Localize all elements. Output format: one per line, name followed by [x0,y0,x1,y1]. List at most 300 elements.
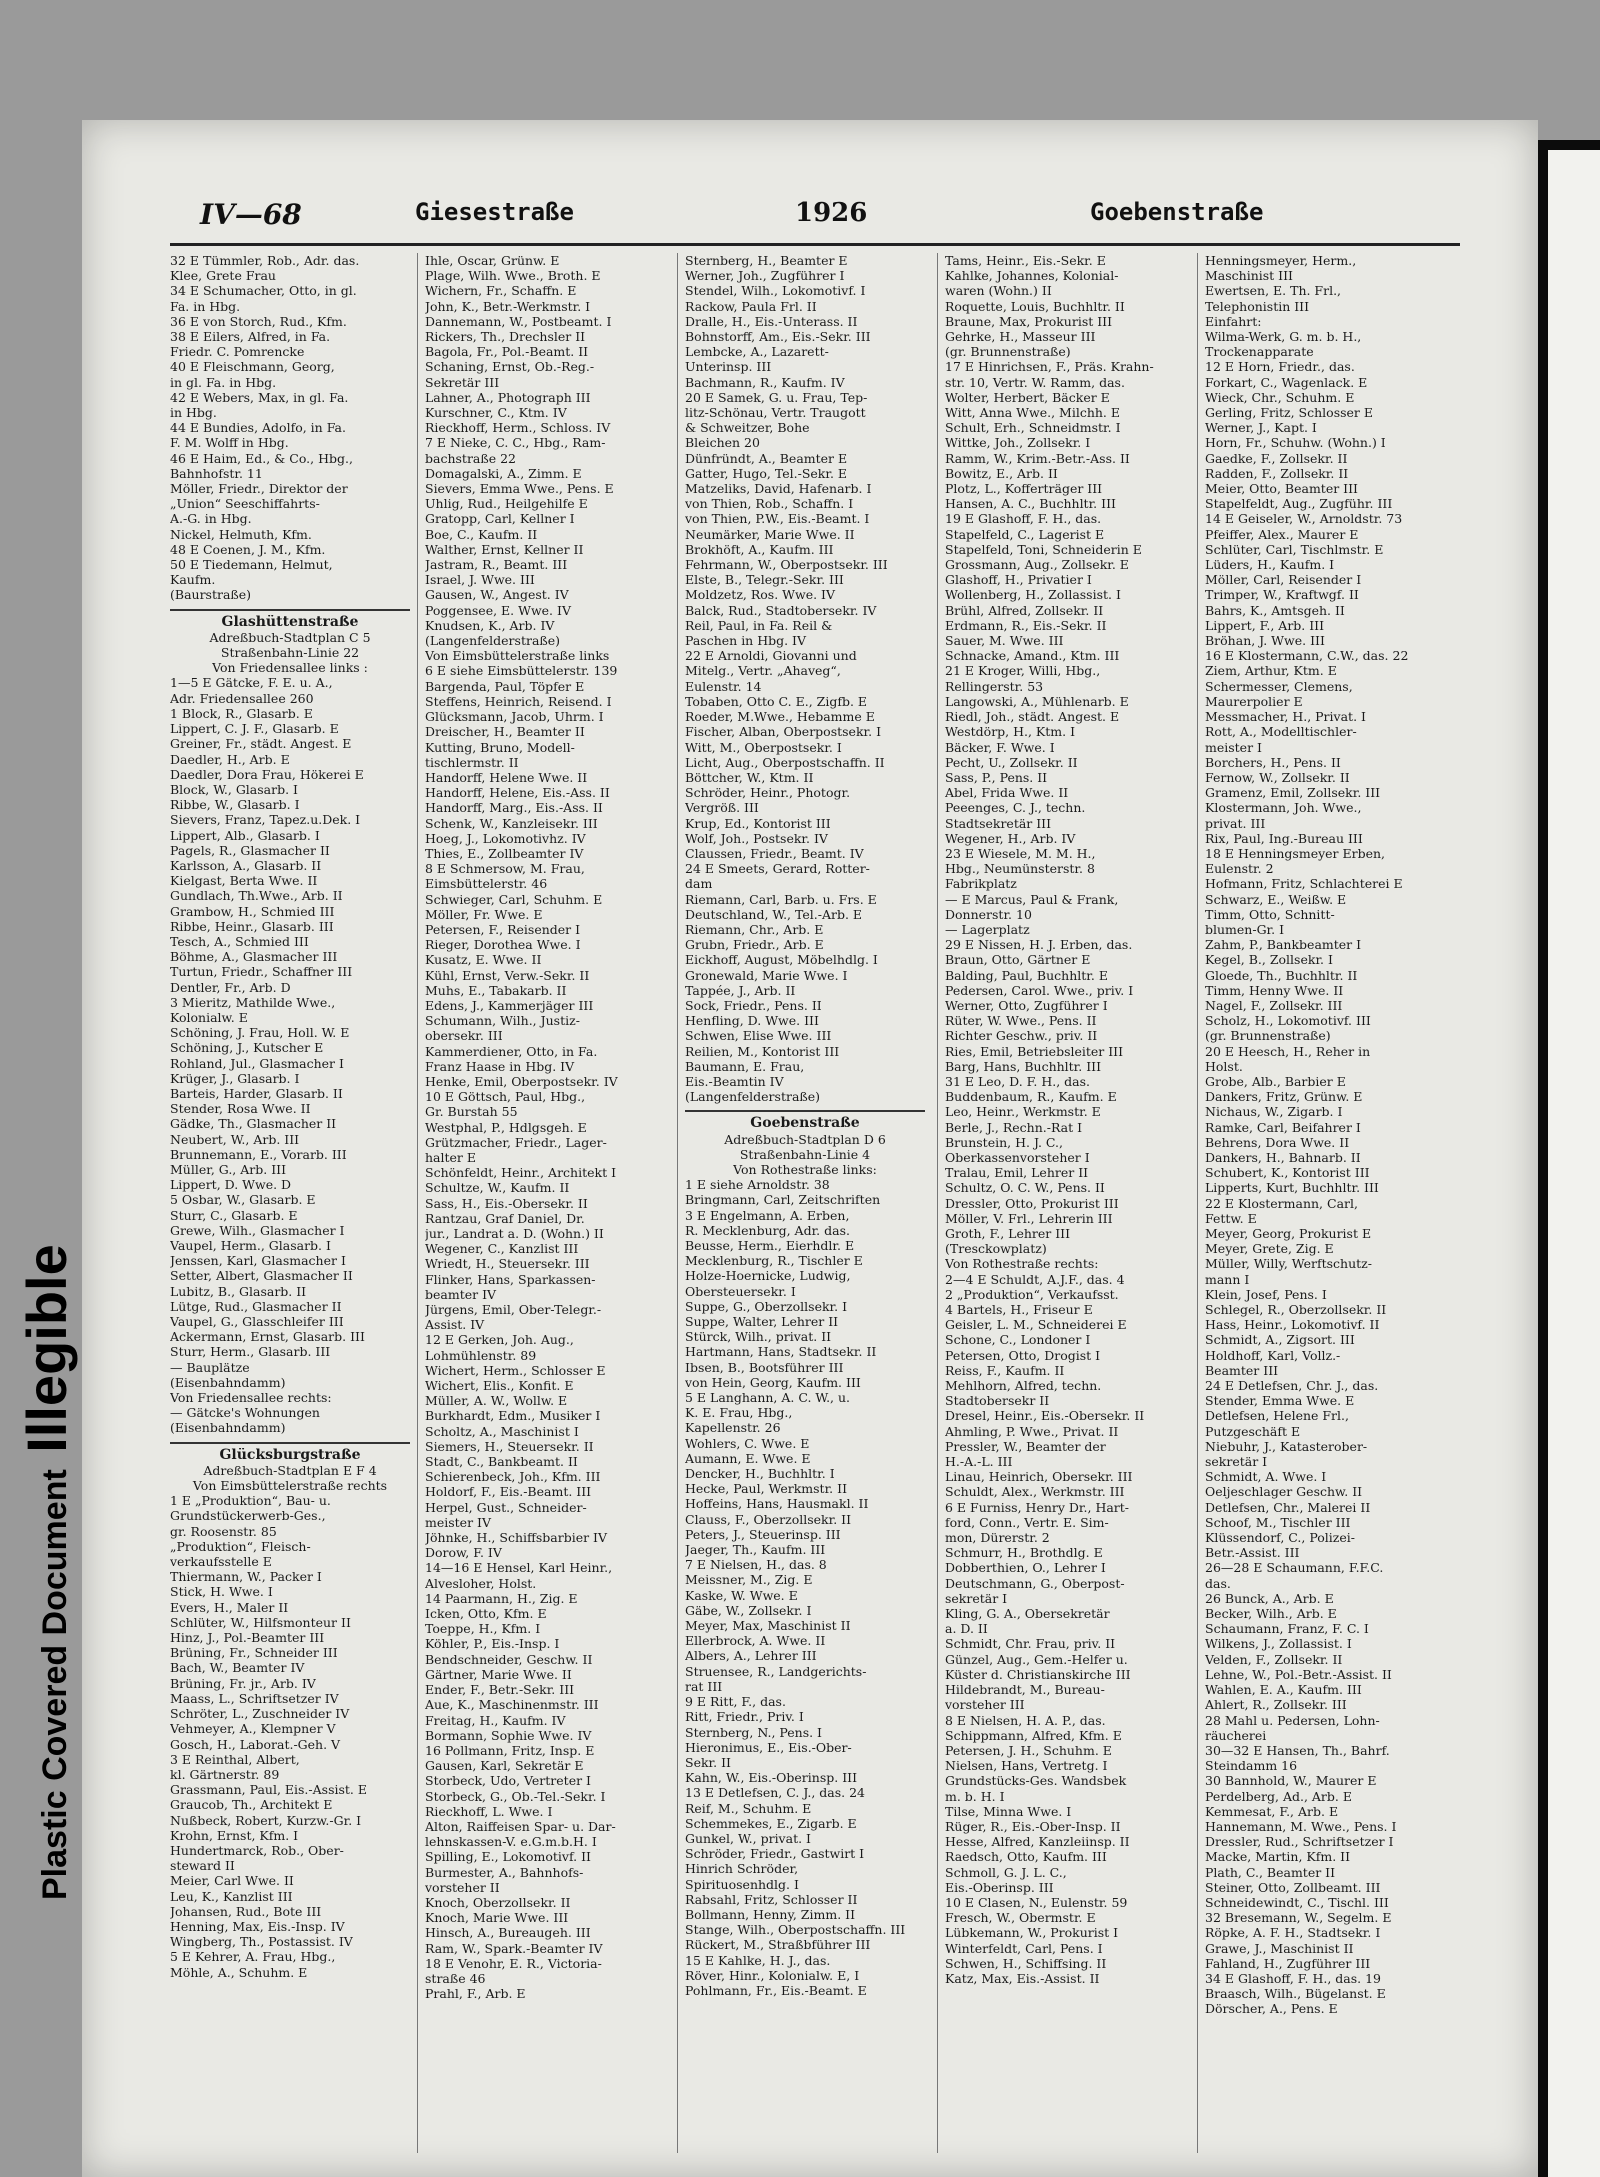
directory-entry: H.-A.-L. III [945,1454,1013,1470]
directory-entry: Detlefsen, Chr., Malerei II [1205,1499,1371,1515]
directory-entry: Storbeck, Udo, Vertreter I [425,1773,591,1789]
year-heading: 1926 [795,198,868,228]
directory-entry: 10 E Göttsch, Paul, Hbg., [425,1089,586,1105]
directory-entry: (Tresckowplatz) [945,1241,1047,1257]
directory-entry: (Langenfelderstraße) [425,633,561,649]
directory-entry: Ibsen, B., Bootsführer III [685,1359,844,1375]
directory-entry: Pecht, U., Zollsekr. II [945,754,1078,770]
directory-entry: Roquette, Louis, Buchhltr. II [945,298,1125,314]
directory-entry: Wichert, Herm., Schlosser E [425,1362,606,1378]
directory-entry: Bahrs, K., Amtsgeh. II [1205,602,1345,618]
directory-entry: Dreischer, H., Beamter II [425,724,585,740]
directory-entry: Grundstücks-Ges. Wandsbek [945,1773,1127,1789]
directory-entry: Lipperts, Kurt, Buchhltr. III [1205,1180,1379,1196]
directory-entry: Von Eimsbüttelerstraße links [425,648,610,664]
directory-entry: Paschen in Hbg. IV [685,633,807,649]
directory-entry: Krohn, Ernst, Kfm. I [170,1827,299,1843]
directory-entry: Eimsbüttelerstr. 46 [425,876,548,892]
directory-entry: Prahl, F., Arb. E [425,1986,526,2002]
directory-entry: meister I [1205,739,1262,755]
directory-entry: Ahlert, R., Zollsekr. III [1205,1697,1347,1713]
directory-entry: Schaumann, Franz, F. C. I [1205,1621,1369,1637]
directory-entry: Tralau, Emil, Lehrer II [945,1165,1089,1181]
directory-entry: Sekretär III [425,374,500,390]
directory-entry: Greiner, Fr., städt. Angest. E [170,736,352,752]
directory-entry: K. E. Frau, Hbg., [685,1405,793,1421]
directory-entry: Bachmann, R., Kaufm. IV [685,374,845,390]
directory-entry: Schultze, W., Kaufm. II [425,1180,570,1196]
directory-entry: Lippert, F., Arb. III [1205,617,1325,633]
directory-entry: Wohlers, C. Wwe. E [685,1435,810,1451]
directory-entry: lehnskassen-V. e.G.m.b.H. I [425,1834,597,1850]
directory-entry: Lippert, D. Wwe. D [170,1177,292,1193]
directory-entry: 8 E Nielsen, H. A. P., das. [945,1712,1106,1728]
directory-entry: Eis.-Beamtin IV [685,1073,784,1089]
directory-entry: Becker, Wilh., Arb. E [1205,1606,1337,1622]
directory-entry: Pagels, R., Glasmacher II [170,842,330,858]
directory-entry: Langowski, A., Mühlenarb. E [945,693,1129,709]
directory-entry: Plath, C., Beamter II [1205,1864,1336,1880]
directory-entry: Sass, H., Eis.-Obersekr. II [425,1195,588,1211]
directory-entry: Rüger, R., Eis.-Ober-Insp. II [945,1818,1121,1834]
directory-entry: 24 E Smeets, Gerard, Rotter- [685,861,870,877]
directory-entry: Edens, J., Kammerjäger III [425,997,594,1013]
directory-entry: Dorow, F. IV [425,1545,502,1561]
directory-entry: Domagalski, A., Zimm. E [425,465,582,481]
directory-entry: von Thien, Rob., Schaffn. I [685,496,854,512]
directory-entry: litz-Schönau, Vertr. Traugott [685,405,866,421]
directory-entry: Betr.-Assist. III [1205,1545,1300,1561]
directory-entry: Böhme, A., Glasmacher III [170,949,338,965]
directory-entry: Turtun, Friedr., Schaffner III [170,964,353,980]
directory-entry: Vehmeyer, A., Klempner V [170,1721,336,1737]
directory-entry: Wolter, Herbert, Bäcker E [945,389,1110,405]
directory-entry: 26—28 E Schaumann, F.F.C. [1205,1560,1384,1576]
directory-entry: Suppe, G., Oberzollsekr. I [685,1298,848,1314]
directory-entry: sekretär I [945,1590,1008,1606]
directory-entry: Hieronimus, E., Eis.-Ober- [685,1739,852,1755]
directory-entry: Hansen, A. C., Buchhltr. III [945,496,1116,512]
directory-entry: Reif, M., Schuhm. E [685,1800,812,1816]
directory-entry: Rieckhoff, L. Wwe. I [425,1803,553,1819]
directory-entry: m. b. H. I [945,1788,1005,1804]
directory-entry: Alvesloher, Holst. [425,1575,537,1591]
directory-entry: Schenk, W., Kanzleisekr. III [425,815,598,831]
directory-entry: Trimper, W., Kraftwgf. II [1205,587,1359,603]
directory-entry: Stange, Wilh., Oberpostschaffn. III [685,1922,906,1938]
page-header [200,198,1460,238]
directory-entry: Möller, Fr. Wwe. E [425,906,543,922]
directory-entry: Bollmann, Henny, Zimm. II [685,1906,856,1922]
directory-entry: Meyer, Grete, Zig. E [1205,1241,1334,1257]
directory-entry: Meyer, Georg, Prokurist E [1205,1226,1372,1241]
directory-entry: Brühl, Alfred, Zollsekr. II [945,602,1104,618]
directory-entry: Meissner, M., Zig. E [685,1572,813,1588]
directory-entry: verkaufsstelle E [170,1554,272,1570]
directory-entry: Wolf, Joh., Postsekr. IV [685,830,828,846]
directory-entry: Bohnstorff, Am., Eis.-Sekr. III [685,329,871,345]
directory-entry: Dressler, Rud., Schriftsetzer I [1205,1834,1394,1850]
directory-entry: Barteis, Harder, Glasarb. II [170,1085,343,1101]
directory-entry: Kurschner, C., Ktm. IV [425,405,567,421]
directory-entry: Henning, Max, Eis.-Insp. IV [170,1918,345,1934]
directory-entry: Hildebrandt, M., Bureau- [945,1682,1105,1698]
directory-entry: Kaske, W. Wwe. E [685,1587,798,1603]
directory-entry: 5 E Kehrer, A. Frau, Hbg., [170,1949,336,1965]
directory-entry: Storbeck, G., Ob.-Tel.-Sekr. I [425,1788,606,1804]
column-divider [417,253,418,2153]
directory-entry: Zahm, P., Bankbeamter I [1205,937,1362,953]
directory-entry: Schoof, M., Tischler III [1205,1514,1351,1530]
directory-entry: Mecklenburg, R., Tischler E [685,1253,863,1269]
directory-entry: Meier, Otto, Beamter III [1205,481,1358,497]
directory-entry: Kapellenstr. 26 [685,1420,781,1436]
directory-entry: Klee, Grete Frau [170,268,276,284]
directory-entry: Israel, J. Wwe. III [425,572,535,588]
directory-entry: Baumann, E. Frau, [685,1058,805,1074]
directory-entry: Peters, J., Steuerinsp. III [685,1526,841,1542]
directory-entry: Buddenbaum, R., Kaufm. E [945,1089,1117,1105]
directory-entry: Eis.-Oberinsp. III [945,1879,1054,1895]
directory-entry: Kling, G. A., Obersekretär [945,1606,1110,1622]
directory-entry: Glashoff, H., Privatier I [945,572,1092,588]
directory-entry: Aumann, E. Wwe. E [685,1450,811,1466]
directory-entry: R. Mecklenburg, Adr. das. [685,1222,850,1238]
directory-entry: 6 E Furniss, Henry Dr., Hart- [945,1499,1130,1515]
directory-entry: Beamter III [1205,1362,1279,1378]
directory-entry: Tams, Heinr., Eis.-Sekr. E [945,253,1106,268]
directory-entry: Gr. Burstah 55 [425,1104,518,1120]
directory-entry: Nichaus, W., Zigarb. I [1205,1104,1343,1120]
directory-entry: Albers, A., Lehrer III [685,1648,817,1664]
directory-entry: Brüning, Fr., Schneider III [170,1645,338,1661]
directory-entry: 18 E Venohr, E. R., Victoria- [425,1955,602,1971]
directory-entry: Böttcher, W., Ktm. II [685,769,814,785]
directory-entry: 3 Mieritz, Mathilde Wwe., [170,994,336,1010]
directory-entry: Thiermann, W., Packer I [170,1569,322,1585]
directory-entry: Telephonistin III [1205,298,1310,314]
directory-entry: Günzel, Aug., Gem.-Helfer u. [945,1651,1128,1667]
directory-entry: Schwen, H., Schiffsing. II [945,1955,1107,1971]
directory-entry: Hartmann, Hans, Stadtsekr. II [685,1344,877,1360]
directory-entry: Jastram, R., Beamt. III [425,557,568,573]
directory-entry: Hecke, Paul, Werkmstr. II [685,1481,848,1497]
directory-entry: 12 E Horn, Friedr., das. [1205,359,1355,375]
directory-entry: Rabsahl, Fritz, Schlosser II [685,1891,858,1907]
directory-entry: Sievers, Emma Wwe., Pens. E [425,481,614,497]
directory-entry: Bleichen 20 [685,435,760,451]
directory-entry: John, K., Betr.-Werkmstr. I [425,298,591,314]
directory-entry: Richter Geschw., priv. II [945,1028,1098,1044]
directory-entry: Henningsmeyer, Herm., [1205,253,1357,268]
directory-entry: 8 E Schmersow, M. Frau, [425,861,585,877]
directory-entry: Plotz, L., Kofferträger III [945,481,1103,497]
directory-entry: Schmidt, A. Wwe. I [1205,1469,1327,1485]
directory-entry: Bendschneider, Geschw. II [425,1651,593,1667]
directory-entry: Steindamm 16 [1205,1758,1298,1774]
directory-entry: Bargenda, Paul, Töpfer E [425,678,585,694]
directory-entry: Ewertsen, E. Th. Frl., [1205,283,1342,299]
directory-entry: Struensee, R., Landgerichts- [685,1663,867,1679]
directory-entry: Rantzau, Graf Daniel, Dr. [425,1210,585,1226]
directory-entry: Riedl, Joh., städt. Angest. E [945,709,1120,725]
directory-entry: Sternberg, H., Beamter E [685,253,848,268]
directory-entry: Ries, Emil, Betriebsleiter III [945,1043,1124,1059]
directory-entry: Wollenberg, H., Zollassist. I [945,587,1121,603]
directory-entry: Walther, Ernst, Kellner II [425,541,584,557]
directory-entry: 30—32 E Hansen, Th., Bahrf. [1205,1742,1390,1758]
directory-entry: Tappée, J., Arb. II [685,982,796,998]
directory-entry: 4 Bartels, H., Friseur E [945,1302,1093,1318]
directory-entry: Küster d. Christianskirche III [945,1666,1131,1682]
directory-entry: 14—16 E Hensel, Karl Heinr., [425,1560,613,1576]
directory-entry: Grewe, Wilh., Glasmacher I [170,1222,345,1238]
directory-entry: Krup, Ed., Kontorist III [685,815,831,831]
directory-entry: Abel, Frida Wwe. II [945,785,1069,801]
directory-entry: 20 E Samek, G. u. Frau, Tep- [685,389,868,405]
next-page-paper [1548,150,1600,2177]
directory-column-1 [170,253,410,1980]
directory-entry: Jöhnke, H., Schiffsbarbier IV [425,1530,608,1546]
directory-entry: Petersen, F., Reisender I [425,921,581,937]
directory-entry: straße 46 [425,1970,486,1986]
directory-entry: Handorff, Helene, Eis.-Ass. II [425,785,610,801]
directory-entry: (Langenfelderstraße) [685,1089,821,1105]
directory-entry: Fernow, W., Zollsekr. II [1205,769,1350,785]
directory-entry: Ribbe, Heinr., Glasarb. III [170,918,334,934]
directory-entry: Werner, J., Kapt. I [1205,420,1317,436]
archive-label-line2: Illegible [15,1244,78,1453]
directory-entry: von Hein, Georg, Kaufm. III [685,1374,861,1390]
directory-entry: Schröder, Heinr., Photogr. [685,785,851,801]
directory-entry: Schöning, J., Kutscher E [170,1040,324,1056]
directory-entry: Knoch, Marie Wwe. III [425,1910,569,1926]
directory-entry: Schone, C., Londoner I [945,1332,1091,1348]
directory-entry: Perdelberg, Ad., Arb. E [1205,1788,1352,1804]
directory-entry: Setter, Albert, Glasmacher II [170,1268,353,1284]
directory-entry: 29 E Nissen, H. J. Erben, das. [945,937,1133,953]
directory-entry: Gramenz, Emil, Zollsekr. III [1205,785,1381,801]
directory-entry: Spilling, E., Lokomotivf. II [425,1849,591,1865]
directory-entry: Brunstein, H. J. C., [945,1134,1063,1150]
directory-entry: Von Rothestraße rechts: [945,1256,1099,1272]
directory-entry: Werner, Otto, Zugführer I [945,997,1108,1013]
directory-entry: Johansen, Rud., Bote III [170,1903,322,1919]
directory-entry: Schemmekes, E., Zigarb. E [685,1815,857,1831]
directory-entry: Kammerdiener, Otto, in Fa. [425,1043,598,1059]
directory-entry: (gr. Brunnenstraße) [945,344,1071,360]
directory-entry: Kühl, Ernst, Verw.-Sekr. II [425,967,590,983]
directory-entry: 22 E Klostermann, Carl, [1205,1195,1358,1211]
street-subheading: Von Rothestraße links: [733,1161,877,1177]
directory-entry: Hinrich Schröder, [685,1861,799,1877]
directory-entry: Stapelfeldt, Aug., Zugführ. III [1205,496,1393,512]
directory-entry: Schröter, L., Zuschneider IV [170,1706,350,1722]
directory-entry: Meyer, Max, Maschinist II [685,1618,851,1634]
directory-entry: Ram, W., Spark.-Beamter IV [425,1940,603,1956]
directory-entry: 5 Osbar, W., Glasarb. E [170,1192,316,1208]
directory-entry: Rüter, W. Wwe., Pens. II [945,1013,1097,1029]
directory-entry: Maurerpolier E [1205,693,1303,709]
directory-entry: Rieckhoff, Herm., Schloss. IV [425,420,611,436]
archive-label [14,1244,79,1900]
directory-entry: 7 E Nielsen, H., das. 8 [685,1557,827,1573]
directory-entry: 7 E Nieke, C. C., Hbg., Ram- [425,435,606,451]
directory-entry: Geisler, L. M., Schneiderei E [945,1317,1127,1333]
directory-entry: Adr. Friedensallee 260 [170,690,314,706]
directory-entry: Gaedke, F., Zollsekr. II [1205,450,1348,466]
directory-entry: Schlüter, W., Hilfsmonteur II [170,1614,351,1630]
directory-entry: 18 E Henningsmeyer Erben, [1205,845,1386,861]
directory-entry: Tobaben, Otto C. E., Zigfb. E [685,693,868,709]
directory-entry: Holze-Hoernicke, Ludwig, [685,1268,851,1284]
directory-entry: A.-G. in Hbg. [170,511,252,527]
directory-entry: 48 E Coenen, J. M., Kfm. [170,541,326,557]
directory-entry: Klostermann, Joh. Wwe., [1205,800,1362,816]
directory-entry: Ihle, Oscar, Grünw. E [425,253,560,268]
directory-entry: Sauer, M. Wwe. III [945,633,1064,649]
directory-entry: Gunkel, W., privat. I [685,1830,811,1846]
directory-entry: ford, Conn., Vertr. E. Sim- [945,1514,1109,1530]
directory-entry: Leo, Heinr., Werkmstr. E [945,1104,1101,1120]
directory-entry: Gloede, Th., Buchhltr. II [1205,967,1358,983]
directory-entry: Grambow, H., Schmied III [170,903,335,919]
directory-entry: Lübkemann, W., Prokurist I [945,1925,1119,1941]
directory-entry: Dankers, Fritz, Grünw. E [1205,1089,1363,1105]
directory-entry: Poggensee, E. Wwe. IV [425,602,571,618]
directory-entry: Stender, Rosa Wwe. II [170,1101,311,1117]
directory-entry: 36 E von Storch, Rud., Kfm. [170,313,347,329]
directory-entry: Jenssen, Karl, Glasmacher I [170,1253,346,1269]
directory-entry: Lütge, Rud., Glasmacher II [170,1298,342,1314]
directory-entry: Bahnhofstr. 11 [170,465,263,481]
directory-entry: Scholz, H., Lokomotivf. III [1205,1013,1371,1029]
directory-entry: Schnacke, Amand., Ktm. III [945,648,1120,664]
directory-entry: Wahlen, E. A., Kaufm. III [1205,1682,1362,1698]
directory-entry: von Thien, P.W., Eis.-Beamt. I [685,511,870,527]
directory-entry: Deutschland, W., Tel.-Arb. E [685,906,863,922]
directory-entry: Herpel, Gust., Schneider- [425,1499,587,1515]
directory-entry: vorsteher II [425,1879,500,1895]
directory-entry: 15 E Kahlke, H. J., das. [685,1952,831,1968]
directory-entry: Pohlmann, Fr., Eis.-Beamt. E [685,1982,867,1998]
directory-entry: Müller, G., Arb. III [170,1161,287,1177]
directory-entry: Sass, P., Pens. II [945,769,1048,785]
directory-entry: Donnerstr. 10 [945,906,1032,922]
directory-entry: obersekr. III [425,1028,503,1044]
directory-entry: Alton, Raiffeisen Spar- u. Dar- [425,1818,616,1834]
directory-entry: sekretär I [1205,1454,1268,1470]
directory-entry: Schwieger, Carl, Schuhm. E [425,891,603,907]
directory-entry: Lahner, A., Photograph III [425,389,591,405]
directory-entry: Lippert, Alb., Glasarb. I [170,827,320,843]
directory-entry: Schwarz, E., Weißw. E [1205,891,1347,907]
directory-entry: Möller, Carl, Reisender I [1205,572,1362,588]
directory-entry: 46 E Haim, Ed., & Co., Hbg., [170,450,353,466]
directory-entry: Holst. [1205,1058,1243,1074]
directory-entry: Peeenges, C. J., techn. [945,800,1086,816]
directory-entry: (Baurstraße) [170,587,252,603]
directory-entry: Witt, Anna Wwe., Milchh. E [945,405,1121,421]
directory-entry: Fabrikplatz [945,876,1017,892]
directory-entry: Holdhoff, Karl, Vollz.- [1205,1347,1341,1363]
directory-entry: F. M. Wolff in Hbg. [170,435,289,451]
directory-entry: Knoch, Oberzollsekr. II [425,1894,571,1910]
directory-entry: Claussen, Friedr., Beamt. IV [685,845,864,861]
directory-entry: Neubert, W., Arb. III [170,1131,300,1147]
directory-entry: Kusatz, E. Wwe. II [425,952,542,968]
directory-entry: Beusse, Herm., Eierhdlr. E [685,1238,855,1253]
street-subheading: Straßenbahn-Linie 4 [739,1146,871,1162]
directory-entry: Bringmann, Carl, Zeitschriften [685,1192,881,1208]
directory-entry: Rackow, Paula Frl. II [685,298,817,314]
directory-entry: Neumärker, Marie Wwe. II [685,526,855,542]
directory-entry: Dankers, H., Bahnarb. II [1205,1149,1361,1165]
directory-entry: — Lagerplatz [945,921,1030,937]
directory-entry: kl. Gärtnerstr. 89 [170,1766,280,1782]
directory-entry: 34 E Glashoff, F. H., das. 19 [1205,1970,1382,1986]
directory-entry: Reiss, F., Kaufm. II [945,1362,1065,1378]
directory-entry: Moldzetz, Ros. Wwe. IV [685,587,836,603]
directory-entry: Stapelfeld, C., Lagerist E [945,526,1105,542]
directory-entry: Ahmling, P. Wwe., Privat. II [945,1423,1119,1439]
directory-entry: Mehlhorn, Alfred, techn. [945,1378,1102,1394]
directory-entry: Icken, Otto, Kfm. E [425,1606,547,1622]
directory-entry: Trockenapparate [1205,344,1314,360]
street-subheading: Von Friedensallee links : [212,660,368,676]
directory-entry: Wichern, Fr., Schaffn. E [425,283,577,299]
directory-entry: das. [1205,1575,1231,1591]
directory-entry: Leu, K., Kanzlist III [170,1888,293,1904]
directory-entry: Aue, K., Maschinenmstr. III [425,1697,599,1713]
directory-entry: Gausen, W., Angest. IV [425,587,569,603]
directory-entry: Wegener, H., Arb. IV [945,830,1076,846]
directory-entry: Schippmann, Alfred, Kfm. E [945,1727,1122,1743]
directory-entry: Wichert, Elis., Konfit. E [425,1378,574,1394]
directory-entry: Gundlach, Th.Wwe., Arb. II [170,888,343,904]
directory-entry: Unterinsp. III [685,359,772,375]
directory-entry: 34 E Schumacher, Otto, in gl. [170,283,357,299]
directory-entry: Fresch, W., Obermstr. E [945,1910,1096,1926]
directory-column-4 [945,253,1185,1986]
directory-entry: Grobe, Alb., Barbier E [1205,1073,1346,1089]
directory-entry: a. D. II [945,1621,988,1637]
directory-entry: Wegener, C., Kanzlist III [425,1241,579,1257]
directory-entry: Gatter, Hugo, Tel.-Sekr. E [685,465,848,481]
directory-entry: Graucob, Th., Architekt E [170,1797,333,1813]
directory-entry: 2—4 E Schuldt, A.J.F., das. 4 [945,1271,1125,1287]
directory-entry: Schermesser, Clemens, [1205,678,1353,694]
directory-entry: Schröder, Friedr., Gastwirt I [685,1846,865,1862]
directory-entry: Schneidewindt, C., Tischl. III [1205,1894,1389,1910]
directory-entry: Raedsch, Otto, Kaufm. III [945,1849,1107,1865]
directory-entry: Schöning, J. Frau, Holl. W. E [170,1025,350,1041]
directory-entry: Henfling, D. Wwe. III [685,1013,819,1029]
directory-entry: Krüger, J., Glasarb. I [170,1070,300,1086]
directory-entry: Rix, Paul, Ing.-Bureau III [1205,830,1363,846]
directory-entry: Boe, C., Kaufm. II [425,526,538,542]
directory-entry: Siemers, H., Steuersekr. II [425,1438,594,1454]
directory-entry: Schmidt, A., Zigsort. III [1205,1332,1355,1348]
directory-entry: Radden, F., Zollsekr. II [1205,465,1349,481]
directory-entry: Ritt, Friedr., Priv. I [685,1709,804,1725]
street-subheading: Von Eimsbüttelerstraße rechts [192,1478,388,1494]
directory-entry: Eulenstr. 14 [685,678,762,694]
directory-entry: gr. Roosenstr. 85 [170,1523,277,1539]
directory-entry: Sturr, Herm., Glasarb. III [170,1344,331,1360]
directory-entry: Velden, F., Zollsekr. II [1205,1651,1343,1667]
directory-entry: Schmidt, Chr. Frau, priv. II [945,1636,1116,1652]
